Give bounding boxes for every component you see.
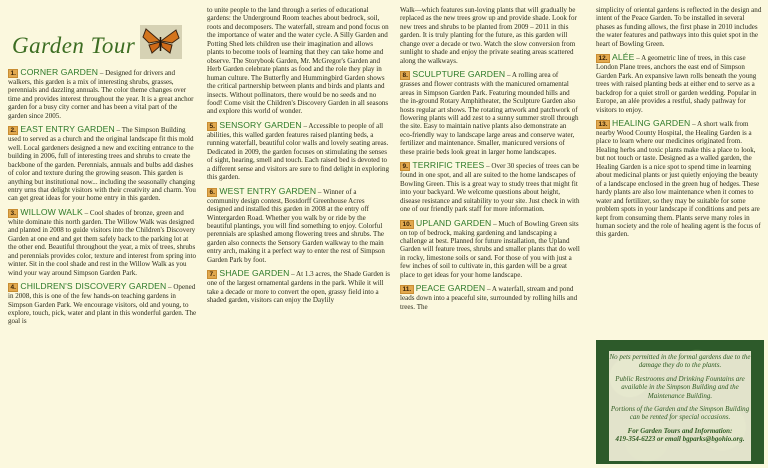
section-childrens-discovery-continued <box>207 6 390 116</box>
section-number: 13. <box>596 120 610 129</box>
section-number: 11. <box>400 285 414 294</box>
section-heading: WILLOW WALK <box>20 206 83 217</box>
section-number: 5. <box>207 122 217 131</box>
notice-rentals: Portions of the Garden and the Simpson Building can be rented for special occasions. <box>610 405 750 422</box>
notice-restrooms: Public Restrooms and Drinking Fountains are available in the Simpson Building and the Maintenance Building. <box>615 374 745 400</box>
section-heading: HEALING GARDEN <box>612 117 691 128</box>
section-west-entry-garden <box>207 187 390 265</box>
notice-contact: 419-354-6223 or email bgparks@bgohio.org. <box>615 435 745 444</box>
column-1 <box>8 6 198 331</box>
section-heading: SCULPTURE GARDEN <box>412 69 506 80</box>
section-willow-walk <box>8 208 198 277</box>
section-body: – Accessible to people of all abilities, this walled garden features raised planting beds, a running waterfall, beautiful color walls and lovely seating areas. Dedicated in 2009, the garden focuses on stimulating the senses of sight, hearing, smell and touch. Each raised bed is devoted to a different sense and visitors are sure to find delight in exploring this garden. <box>207 121 390 182</box>
column-2 <box>207 6 390 310</box>
section-heading: ALÉE <box>612 52 635 63</box>
section-east-entry-garden <box>8 125 198 203</box>
section-heading: TERRIFIC TREES <box>412 160 485 171</box>
section-body: – A rolling area of grasses and flower contrasts with the manicured ornamental areas in Simpson Garden Park. Featuring mounded hills and the in-ground Rotary Amphitheater, the Sculpture Garden also hosts regular art shows. The rotating artwork and patchwork of flowering plants will add zest to a sunny summer stroll through the site. Easy to maintain native plants also demonstrate an eco-friendly way to landscape large areas and conserve water, fertilizer and maintenance. Smaller, manicured versions of these prairie beds look great in larger home landscapes. <box>400 71 579 156</box>
notice-pets: No pets permitted in the formal gardens due to the damage they do to the plants. <box>609 353 751 370</box>
section-childrens-discovery-garden <box>8 282 198 326</box>
section-body: – A geometric line of trees, in this case London Plane trees, anchors the east end of Simpson Garden Park. An expansive lawn rolls beneath the young trees with raised planting beds at either end to serve as a backdrop for a quiet stroll or garden wedding. Popular in Europe, an alée provides a restful, shady pathway for visitors to enjoy. <box>596 54 757 114</box>
section-number: 10. <box>400 220 414 229</box>
section-body: – Over 30 species of trees can be found in one spot, and all are suited to the home landscapes of Bowling Green. This is a great way to study trees that might fit into your backyard. We welcome questions about height, disease resistance and suitability to your site. Just check in with one of our friendly park staff for more information. <box>400 162 580 214</box>
section-number: 12. <box>596 54 610 63</box>
section-heading: CORNER GARDEN <box>20 67 99 77</box>
section-corner-garden <box>8 68 198 120</box>
section-number: 4. <box>8 283 18 292</box>
section-body: to unite people to the land through a series of educational gardens: the Underground Room teaches about bedrock, soil, roots and decomposers. The waterfall, stream and pond focus on the importance of water and the water cycle. A Silly Garden and Potting Shed lets children use their imagination and allows plants to become tools of learning that they can take home and observe. The Storybook Garden, Mr. McGregor's Garden and Herb Garden celebrate plants as food and the role they play in human culture. The Butterfly and Hummingbird Garden shows the critical partnership between plants and birds and plants and insects. Without pollinators, there would be no seeds and no food! Come visit the Children's Discovery Garden in all seasons and explore this world of wonder. <box>207 6 389 116</box>
section-number: 8. <box>400 71 410 80</box>
section-body: – Opened in 2008, this is one of the few hands-on teaching gardens in Simpson Garden Park. We encourage visitors, old and young, to explore, touch, pick, water and plant in this wonderful garden. The goal is <box>8 283 197 326</box>
section-healing-garden <box>596 119 762 239</box>
section-body: – Cool shades of bronze, green and white dominate this north garden. The Willow Walk was designed and planted in 2008 to guide visitors into the Children's Discovery Garden at one end and get them safely back to the parking lot at the other end. Beautiful throughout the year, a mix of trees, shrubs and perennials provides color, texture and interest from spring into winter. Sit in the cool shade and rest in the Willow Walk as you wind your way around Simpson Garden Park. <box>8 208 196 277</box>
notice-box <box>596 340 764 464</box>
section-peace-garden-continued <box>596 6 762 48</box>
section-sculpture-garden <box>400 70 580 156</box>
section-number: 9. <box>400 162 410 171</box>
section-body: – The Simpson Building used to served as a church and the original landscape fit this mold well. Local gardeners designed a new and exciting entrance to the building in 2006, full of interesting trees and shrubs to create the backbone of the garden. Perennials, annuals and bulbs add dashes of color and texture during the growing season. This garden is anything but institutional now... including the seasonally changing entry urns that delight visitors with their creativity and charm. You can get great ideas for your home entry in this garden. <box>8 126 196 203</box>
section-heading: UPLAND GARDEN <box>416 217 492 228</box>
section-heading: EAST ENTRY GARDEN <box>20 124 115 135</box>
section-body: – A waterfall, stream and pond leads down into a peaceful site, surrounded by rolling hills and trees. The <box>400 285 578 311</box>
section-body: simplicity of oriental gardens is reflected in the design and intent of the Peace Garden. To be installed in several phases as funding allows, the first phase in 2010 includes the water features and pathways into this quiet spot in the heart of Bowling Green. <box>596 6 762 48</box>
section-heading: PEACE GARDEN <box>415 283 486 294</box>
section-shade-garden-continued <box>400 6 580 65</box>
section-shade-garden <box>207 269 390 304</box>
notice-info-heading: For Garden Tours and Information: <box>627 426 733 435</box>
section-number: 6. <box>207 188 217 197</box>
section-body: – A short walk from nearby Wood County Hospital, the Healing Garden is a place to learn where our medicines originated from. Healing herbs and toxic plants make this a place to look, but not touch or taste. Designed as a walled garden, the Healing Garden is a nice spot to spend time in learning about medicinal plants or just quietly enjoying the beauty of a landscape enclosed in the green hug of hedges. These hardy plants are also low maintenance when it comes to water and fertilizer, so they may be suitable for some problem spots in your landscape if conditions and pets are kept from consuming them. Plants serve many roles in human society and the role of healing agent is the focus of this garden. <box>596 119 761 239</box>
section-number: 1. <box>8 69 18 78</box>
section-number: 2. <box>8 126 18 135</box>
section-peace-garden <box>400 284 580 311</box>
section-number: 3. <box>8 209 18 218</box>
section-number: 7. <box>207 270 217 279</box>
section-heading: SHADE GARDEN <box>219 268 290 279</box>
notice-panel <box>609 351 751 461</box>
column-4 <box>596 6 762 244</box>
column-3 <box>400 6 580 316</box>
section-alee <box>596 53 762 114</box>
section-heading: CHILDREN'S DISCOVERY GARDEN <box>20 281 167 292</box>
page-title: Garden Tour <box>12 33 136 58</box>
section-upland-garden <box>400 219 580 280</box>
section-body: – Designed for drivers and walkers, this garden is a mix of interesting shrubs, grasses, perennials and dazzling annuals. The color theme changes over time and provides interest throughout the year. It is a great anchor garden for a busy city corner and has been a vital part of the garden since 2005. <box>8 69 194 120</box>
section-body: Walk—which features sun-loving plants that will gradually be replaced as the new trees grow up and provide shade. Look for new trees and shrubs to be planted from 2009 – 2011 in this garden. It is truly planting for the future, as this garden will change over a decade or two. Watch the slow conversion from sunlight to shade and enjoy the private seating areas scattered along the walkways. <box>400 6 577 65</box>
section-sensory-garden <box>207 121 390 182</box>
section-body: – Winner of a community design contest, Bostdorff Greenhouse Acres designed and installed this garden in 2008 at the entry off Wintergarden Road. Whether you walk by or ride by the beautiful plantings, you will find something to enjoy. Colorful perennials are splashed among flowering trees and shrubs. The garden also connects the Sensory Garden walkway to the main entry arch, making it a perfect way to enter the rest of Simpson Garden Park by foot. <box>207 187 385 264</box>
section-heading: WEST ENTRY GARDEN <box>219 185 317 196</box>
section-heading: SENSORY GARDEN <box>219 119 302 130</box>
section-terrific-trees <box>400 161 580 213</box>
section-body: – At 1.3 acres, the Shade Garden is one of the largest ornamental gardens in the park. While it will take a decade or more to convert the open, grassy field into a shaded garden, visitors can enjoy the Daylily <box>207 270 390 305</box>
section-body: – Much of Bowling Green sits on top of bedrock, making gardening and landscaping a challenge at best. Planned for future installation, the Upland Garden will feature trees, shrubs and smaller plants that do well in rocky, limestone soils or sand. For those of you with just a few inches of soil to cultivate in, this garden will be a great place to get ideas for your home landscape. <box>400 219 580 279</box>
